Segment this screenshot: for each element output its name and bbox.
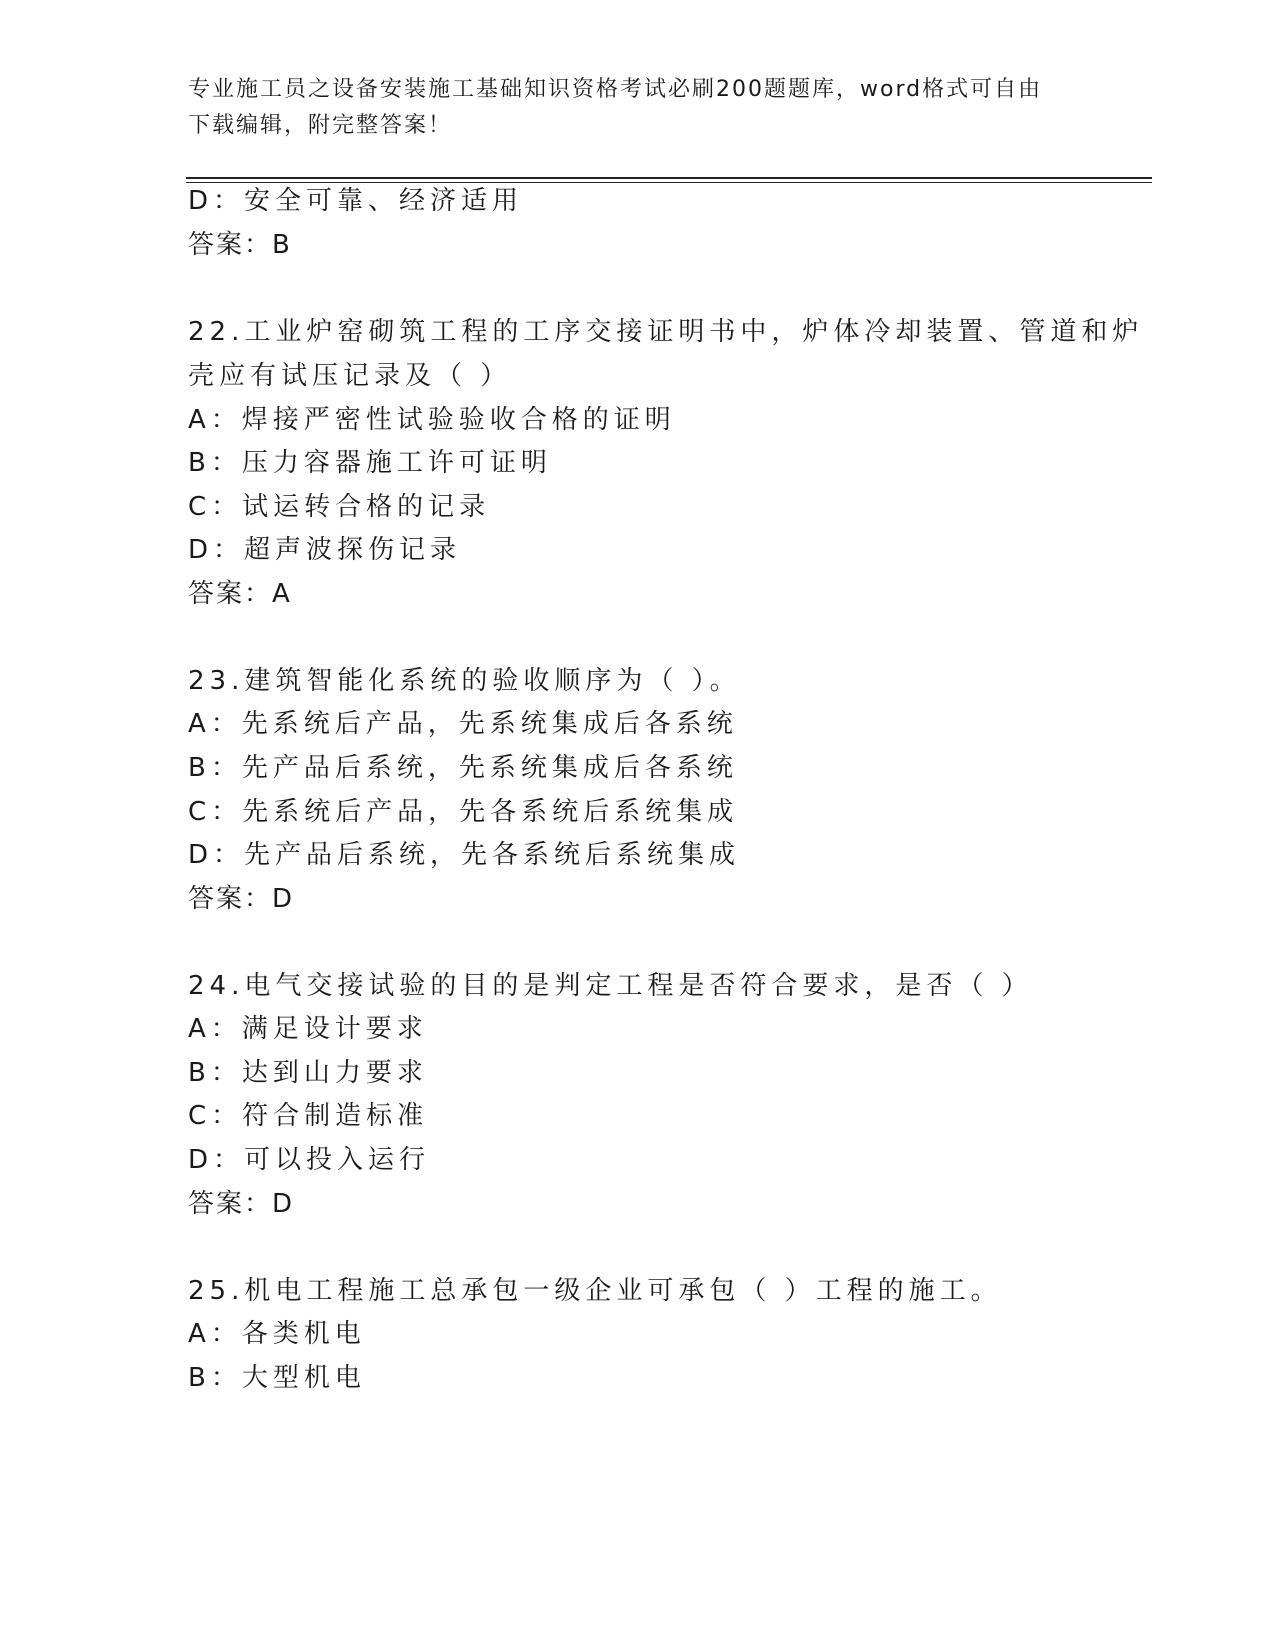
q24-option-c: C：符合制造标准 <box>188 1101 429 1131</box>
q23-option-b: B：先产品后系统，先系统集成后各系统 <box>188 753 738 783</box>
q24-option-a: A：满足设计要求 <box>188 1014 428 1044</box>
header-divider-thin <box>186 182 1152 183</box>
q23-answer: 答案：D <box>188 884 295 914</box>
q22-option-b: B：压力容器施工许可证明 <box>188 448 552 478</box>
header-title-line-1: 专业施工员之设备安装施工基础知识资格考试必刷200题题库，word格式可自由 <box>188 77 1043 102</box>
q22-stem-line-1: 22.工业炉窑砌筑工程的工序交接证明书中，炉体冷却装置、管道和炉 <box>188 317 1144 347</box>
q23-stem: 23.建筑智能化系统的验收顺序为（ ）。 <box>188 666 741 696</box>
q22-option-a: A：焊接严密性试验验收合格的证明 <box>188 405 676 435</box>
q22-option-c: C：试运转合格的记录 <box>188 492 491 522</box>
q24-answer: 答案：D <box>188 1189 295 1219</box>
q22-answer: 答案：A <box>188 579 292 609</box>
q24-option-b: B：达到山力要求 <box>188 1058 428 1088</box>
document-header <box>188 72 1068 144</box>
q22-stem-line-2: 壳应有试压记录及（ ） <box>188 361 512 391</box>
q23-option-a: A：先系统后产品，先系统集成后各系统 <box>188 709 738 739</box>
header-divider-thick <box>186 177 1152 179</box>
q24-option-d: D：可以投入运行 <box>188 1145 431 1175</box>
q25-option-a: A：各类机电 <box>188 1319 366 1349</box>
q25-stem: 25.机电工程施工总承包一级企业可承包（ ）工程的施工。 <box>188 1276 1002 1306</box>
q21-answer: 答案：B <box>188 230 292 260</box>
q25-option-b: B：大型机电 <box>188 1363 366 1393</box>
q23-option-d: D：先产品后系统，先各系统后系统集成 <box>188 840 741 870</box>
q23-option-c: C：先系统后产品，先各系统后系统集成 <box>188 797 739 827</box>
q21-option-d: D：安全可靠、经济适用 <box>188 186 524 216</box>
q22-option-d: D：超声波探伤记录 <box>188 535 462 565</box>
q24-stem: 24.电气交接试验的目的是判定工程是否符合要求，是否（ ） <box>188 971 1033 1001</box>
header-title-line-2: 下载编辑，附完整答案！ <box>188 113 453 138</box>
